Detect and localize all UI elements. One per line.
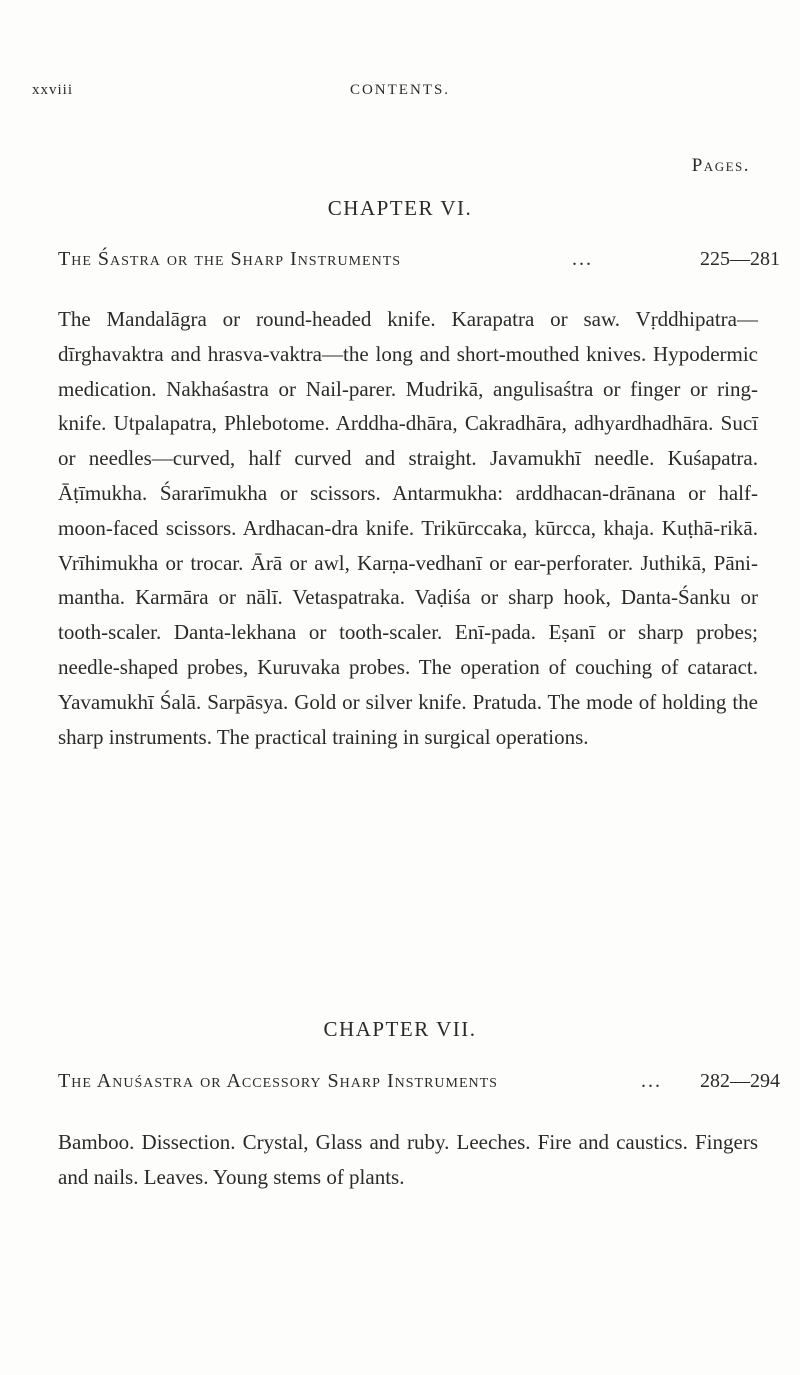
running-head (32, 82, 768, 106)
pages-column-label: Pages. (691, 155, 750, 176)
chapter-title-line (58, 248, 780, 278)
header-title: CONTENTS. (349, 82, 451, 98)
chapter-heading: CHAPTER VII. (323, 1017, 477, 1041)
leader-dots: ... (572, 248, 593, 270)
leader-dots: ... (641, 1070, 662, 1092)
page-range: 225—281 (700, 248, 780, 270)
page-range: 282—294 (700, 1070, 780, 1092)
chapter-title: The Anuśastra or Accessory Sharp Instruments (58, 1070, 498, 1092)
chapter-heading: CHAPTER VI. (327, 196, 473, 220)
chapter-title-line (58, 1070, 780, 1100)
chapter-title: The Śastra or the Sharp Instruments (58, 248, 402, 270)
chapter-description: Bamboo. Dissection. Crystal, Glass and ruby. Leeches. Fire and caustics. Fingers and nails. Leaves. Young stems of plants. (58, 1130, 758, 1189)
page-number: xxviii (32, 82, 74, 98)
chapter-description: The Mandalāgra or round-headed knife. Karapatra or saw. Vṛddhipatra—dīrghavaktra and hrasva-vaktra—the long and short-mouthed knives. Hypodermic medication. Nakhaśastra or Nail-parer. Mudrikā, angulisaśtra or finger or ring-knife. Utpalapatra, Phlebotome. Arddha-dhāra, Cakradhāra, adhyardhadhāra. Sucī or needles—curved, half curved and straight. Javamukhī needle. Kuśapatra. Āṭīmukha. Śararīmukha or scissors. Antarmukha: arddhacan-drānana or half-moon-faced scissors. Ardhacan-dra knife. Trikūrccaka, kūrcca, khaja. Kuṭhā-rikā. Vrīhimukha or trocar. Ārā or awl, Karṇa-vedhanī or ear-perforater. Juthikā, Pāni-mantha. Karmāra or nālī. Vetaspatraka. Vaḍiśa or sharp hook, Danta-Śanku or tooth-scaler. Danta-lekhana or tooth-scaler. Enī-pada. Eṣanī or sharp probes; needle-shaped probes, Kuruvaka probes. The operation of couching of cataract. Yavamukhī Śalā. Sarpāsya. Gold or silver knife. Pratuda. The mode of holding the sharp instruments. The practical training in surgical operations. (58, 307, 758, 749)
